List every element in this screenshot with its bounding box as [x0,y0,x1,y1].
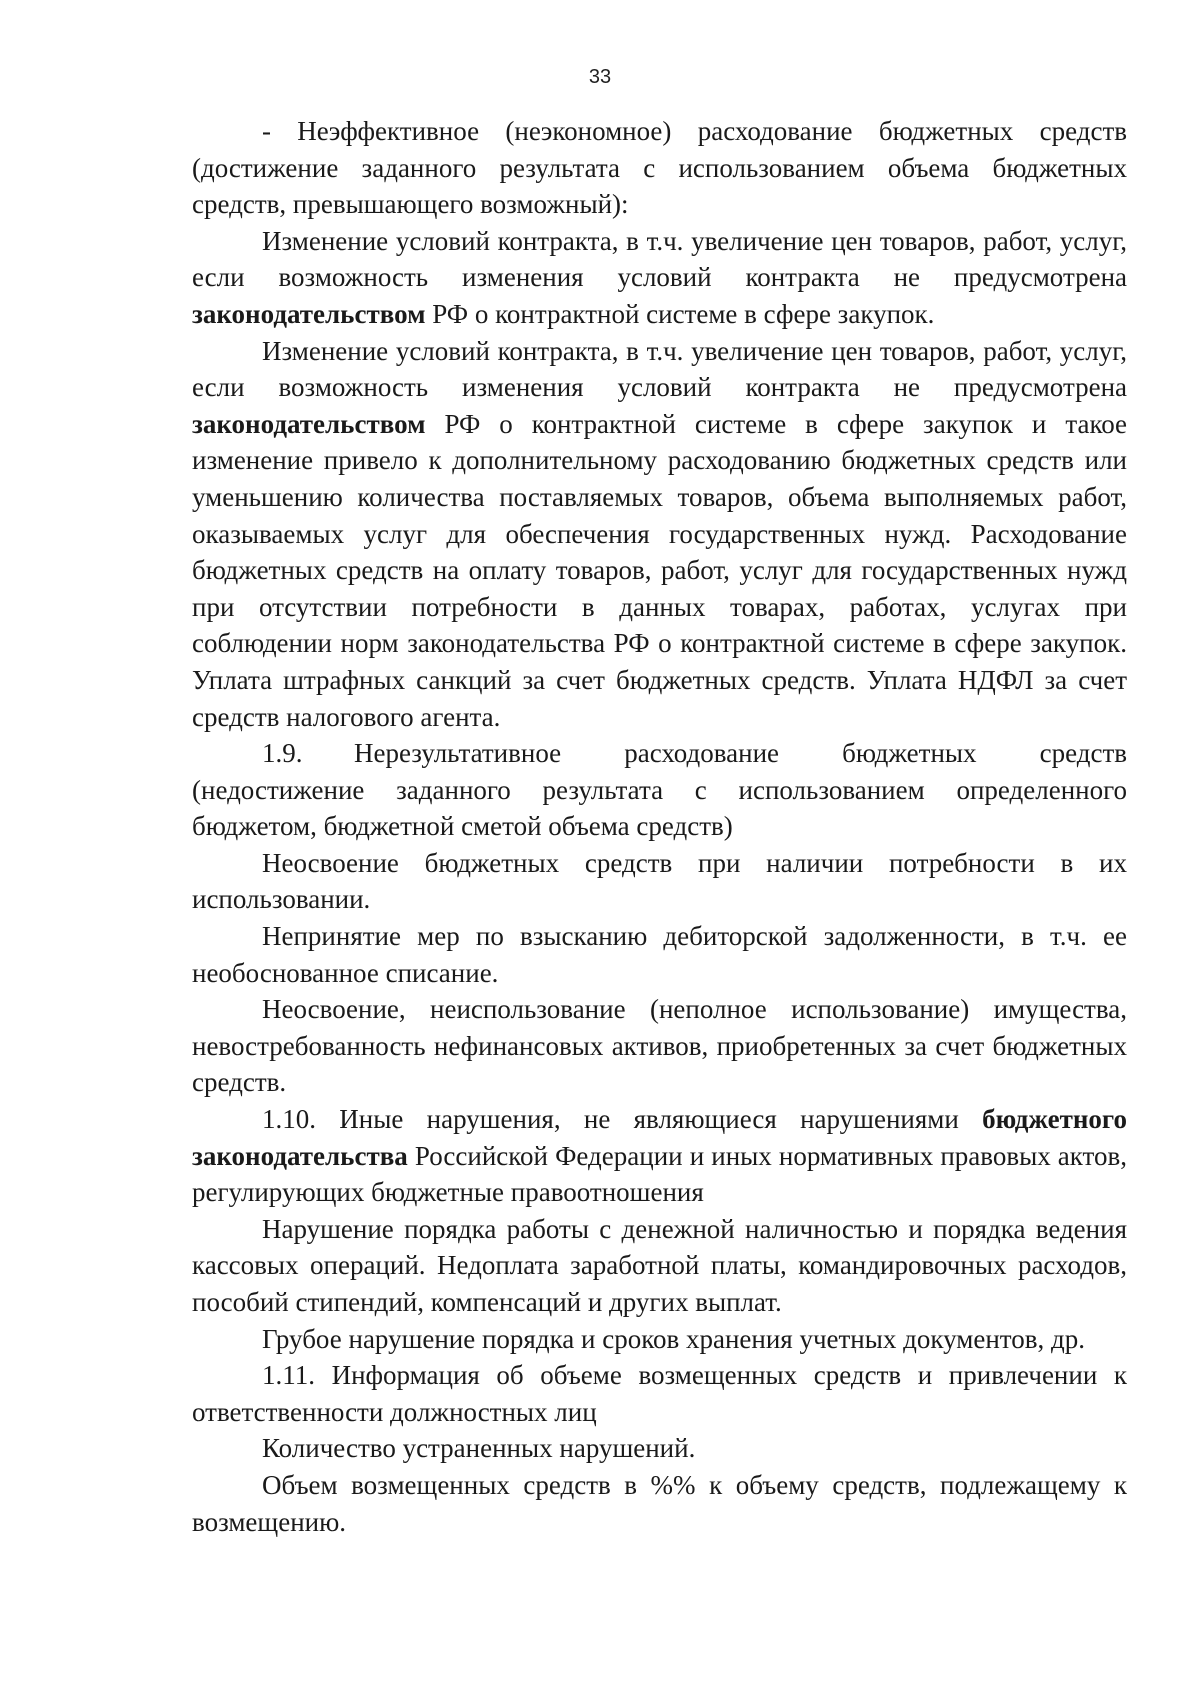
paragraph-document-storage: Грубое нарушение порядка и сроков хранения учетных документов, др. [262,1323,1085,1354]
paragraph-text: Изменение условий контракта, в т.ч. увеличение цен товаров, работ, услуг, если возможность изменения условий контракта не предусмотрена [192,335,1127,403]
paragraph-unused-property: Неосвоение, неиспользование (неполное использование) имущества, невостребованность нефинансовых активов, приобретенных за счет бюджетных средств. [192,994,1127,1098]
page-number: 33 [588,66,612,88]
paragraph-receivables: Непринятие мер по взысканию дебиторской задолженности, в т.ч. ее необоснованное списание. [192,921,1127,988]
section-heading-1-9 [192,735,1127,845]
paragraph-text: РФ о контрактной системе в сфере закупок. [432,298,935,329]
document-body [192,113,1127,1540]
paragraph-text: РФ о контрактной системе в сфере закупок и такое изменение привело к дополнительному расходованию бюджетных средств или уменьшению количества поставляемых товаров, объема выполняемых работ, оказываемых услуг для обеспечения государственных нужд. Расходование бюджетных средств на оплату товаров, работ, услуг для государственных нужд при отсутствии потребности в данных товарах, работах, услугах при соблюдении норм законодательства РФ о контрактной системе в сфере закупок. Уплата штрафных санкций за счет бюджетных средств. Уплата НДФЛ за счет средств налогового агента. [192,408,1128,732]
section-title: 1.10. Иные нарушения, не являющиеся нарушениями [262,1104,959,1135]
bold-term: законодательством [192,408,426,439]
bold-term: бюджетного законодательства [192,1104,1128,1171]
paragraph-inefficient-spending: - Неэффективное (неэкономное) расходование бюджетных средств (достижение заданного результата с использованием объема бюджетных средств, превышающего возможный): [192,116,1127,220]
section-number: 1.9. [262,738,303,769]
section-heading-1-11: 1.11. Информация об объеме возмещенных средств и привлечении к ответственности должностных лиц [192,1360,1127,1427]
bold-term: законодательством [192,298,426,329]
paragraph-unspent-funds: Неосвоение бюджетных средств при наличии потребности в их использовании. [192,847,1127,915]
section-title: Нерезультативное расходование бюджетных средств (недостижение заданного результата с использованием определенного бюджетом, бюджетной сметой объема средств) [192,738,1127,842]
section-title: Российской Федерации и иных нормативных правовых актов, регулирующих бюджетные правоотношения [192,1140,1127,1208]
paragraph-contract-change-2 [192,333,1127,736]
paragraph-text: Изменение условий контракта, в т.ч. увеличение цен товаров, работ, услуг, если возможность изменения условий контракта не предусмотрена [192,225,1127,293]
paragraph-contract-change-1 [192,223,1127,333]
paragraph-cash-handling: Нарушение порядка работы с денежной наличностью и порядка ведения кассовых операций. Недоплата заработной платы, командировочных расходов, пособий стипендий, компенсаций и других выплат. [192,1213,1127,1317]
paragraph-reimbursed-volume: Объем возмещенных средств в %% к объему средств, подлежащему к возмещению. [192,1469,1127,1537]
paragraph-fixed-violations: Количество устраненных нарушений. [262,1433,696,1464]
section-heading-1-10 [192,1101,1127,1211]
